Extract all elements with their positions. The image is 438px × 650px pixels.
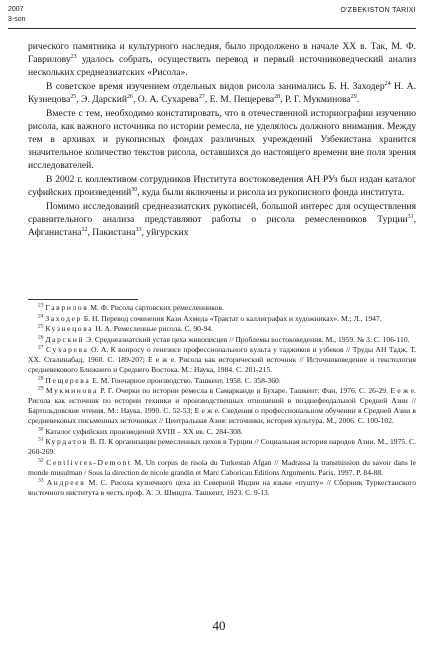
footnote-number: 28 xyxy=(38,374,44,381)
footnote-ref: 29 xyxy=(350,93,357,100)
footnote xyxy=(28,427,416,437)
footnotes xyxy=(28,303,416,499)
footnote xyxy=(28,314,416,324)
footnote-text: Р. Г. Очерки по истории ремесла в Самарканде и Бухаре. Ташкент: Фан, 1976. С. 26-29. Е е ж е. Рисола как источник по истории техники и производственных отношений в позднефеодальной Средней Азии // Бартольдовские чтения. М.: Наука, 1990. С. 52-53; Е е ж е. Сведения о профессиональном обучении в Средней Азии в средневековых письменных источниках // Центральная Азия: источники, история культура. М., 2006. С. 100-102. xyxy=(28,386,416,425)
footnote xyxy=(28,478,416,498)
paragraph: Вместе с тем, необходимо констатировать, что в отечественной историографии изучению рисола, как важного источника по истории ремесла, не уделялось должного внимания. Между тем в архивах и рукописных фондах различных учреждений Узбекистана хранится значительное количество текстов рисола, оставшихся до настоящего времени вне поля зрения исследователей. xyxy=(28,108,416,171)
footnote-ref: 24 xyxy=(384,80,391,87)
footnote-text: О. А. К вопросу о генезисе профессионального культа у таджиков и узбеков // Труды АН Тадж. Т. XX. Сталинабад, 1960. С. 189-207; Е е ж е. Рисола как исторический источник // Источниковедение и текстология средневекового Ближнего и Среднего Востока. М.: Наука, 1984. С. 201-215. xyxy=(28,345,416,374)
footnote-ref: 27 xyxy=(198,93,205,100)
footnote-text: Е. М. Гончарное производство. Ташкент, 1958. С. 358-360. xyxy=(90,375,281,385)
footnote-number: 31 xyxy=(38,436,44,443)
footnote-author: Андреев xyxy=(46,478,86,487)
footnote xyxy=(28,345,416,375)
footnote-author: Гаврилов xyxy=(45,303,89,312)
footnote-ref: 28 xyxy=(274,93,281,100)
footnote-text: М. С. Рисола кузнечного цеха из Северной Индии на языке «пушту» // Сборник Туркестанского восточного института в честь проф. А. Э. Шмидта. Ташкент, 1923. С. 9-13. xyxy=(28,478,416,497)
footnote-author: Мукминова xyxy=(45,386,98,395)
header-journal-title: O'ZBEKISTON TARIXI xyxy=(340,7,416,14)
footnote xyxy=(28,458,416,478)
footnote-text: Н. А. Ремесленные рисола. С. 90-94. xyxy=(93,324,213,333)
footnote-ref: 26 xyxy=(126,93,133,100)
footnote-author: Курдатов xyxy=(45,437,88,446)
footnote xyxy=(28,324,416,334)
footnote-text: Каталог суфийских произведений XVIII – XX вв. С. 284-308. xyxy=(45,426,243,436)
footnote-number: 30 xyxy=(38,425,44,432)
footnote-ref: 30 xyxy=(131,186,138,193)
footnote-author: Centlivres-Demont xyxy=(46,457,132,467)
footnote xyxy=(28,335,416,345)
header-year: 2007 xyxy=(8,6,24,13)
footnote-author: Дарский xyxy=(45,334,85,344)
footnote-number: 24 xyxy=(38,312,44,319)
footnote-number: 33 xyxy=(38,477,44,484)
footnote-author: Заходер xyxy=(45,313,82,323)
paragraph: В 2002 г. коллективом сотрудников Института востоковедения АН РУз был издан каталог суфийских произведений$^{30}$, куда были включены и рисола из рукописного фонда института. xyxy=(28,174,416,198)
footnote-author: Пещерева xyxy=(45,375,91,385)
footnote xyxy=(28,303,416,313)
footnote-author: Сухарева xyxy=(45,345,89,354)
main-text xyxy=(28,40,416,240)
header-issue: 3-son xyxy=(8,16,26,23)
footnote-text: Э. Среднеазиатский устав цеха живописцев // Проблемы востоковедения. М., 1959. № 3. С. 106-110. xyxy=(84,334,410,344)
footnote-ref: 33 xyxy=(135,226,142,233)
footnote xyxy=(28,437,416,457)
footnote-text: Б. Н. Перевод сочинения Кази Ахмеда «Трактат о каллиграфах и художниках». М.; Л., 1947. xyxy=(81,313,382,323)
footnote-number: 32 xyxy=(38,456,44,463)
footnote-ref: 25 xyxy=(70,93,77,100)
footnote-text: М. Ф. Рисола сартовских ремесленников. xyxy=(88,303,224,312)
footnote-number: 27 xyxy=(38,344,44,351)
footnote-text: В. П. К организации ремесленных цехов в Турции // Социальная история народов Азии. М., 1975. С. 260-269. xyxy=(28,437,416,456)
footnote-number: 25 xyxy=(38,323,44,330)
footnote-divider xyxy=(28,299,138,300)
page-number: 40 xyxy=(212,618,226,633)
footnote-author: Кузнецова xyxy=(45,324,94,333)
footnote-number: 26 xyxy=(38,333,44,340)
paragraph: В советское время изучением отдельных видов рисола занимались Б. Н. Заходер$^{24}$ Н. А. Кузнецова$^{25}$, Э. Дарский$^{26}$, О. А. Сухарева$^{27}$, Е. М. Пещерева$^{28}$, Р. Г. Мукминова$^{29}$. xyxy=(28,80,417,105)
footnote-text: M. Un corpus de risola du Turkestan Afgan // Madrassa la transmission du savoir dans le monde musulman / Sous la direction de nicole grandin et Marc Caboricau.Editions Arguments. Paris. 1997. P. 84-88. xyxy=(28,457,416,477)
footnote-ref: 23 xyxy=(70,53,77,60)
paragraph: Помимо исследований среднеазиатских рукописей, большой интерес для осуществления сравнительного анализа представляют работы о рисола ремесленников Турции$^{31}$, Афганистана$^{32}$, Пакистана$^{33}$, уйгурских xyxy=(28,201,416,238)
footnote xyxy=(28,386,416,426)
paragraph: рического памятника и культурного наследия, было продолжено в начале XX в. Так, М. Ф. Гаврилову$^{23}$ удалось собрать, осуществить перевод и первый источниковедческий анализ нескольких среднеазиатских «Рисола». xyxy=(28,41,416,78)
page-header xyxy=(8,6,416,29)
footnote xyxy=(28,376,416,386)
footnote-number: 29 xyxy=(38,385,44,392)
footnote-ref: 31 xyxy=(407,213,414,220)
footnote-ref: 32 xyxy=(81,226,88,233)
footnote-number: 23 xyxy=(38,302,44,309)
